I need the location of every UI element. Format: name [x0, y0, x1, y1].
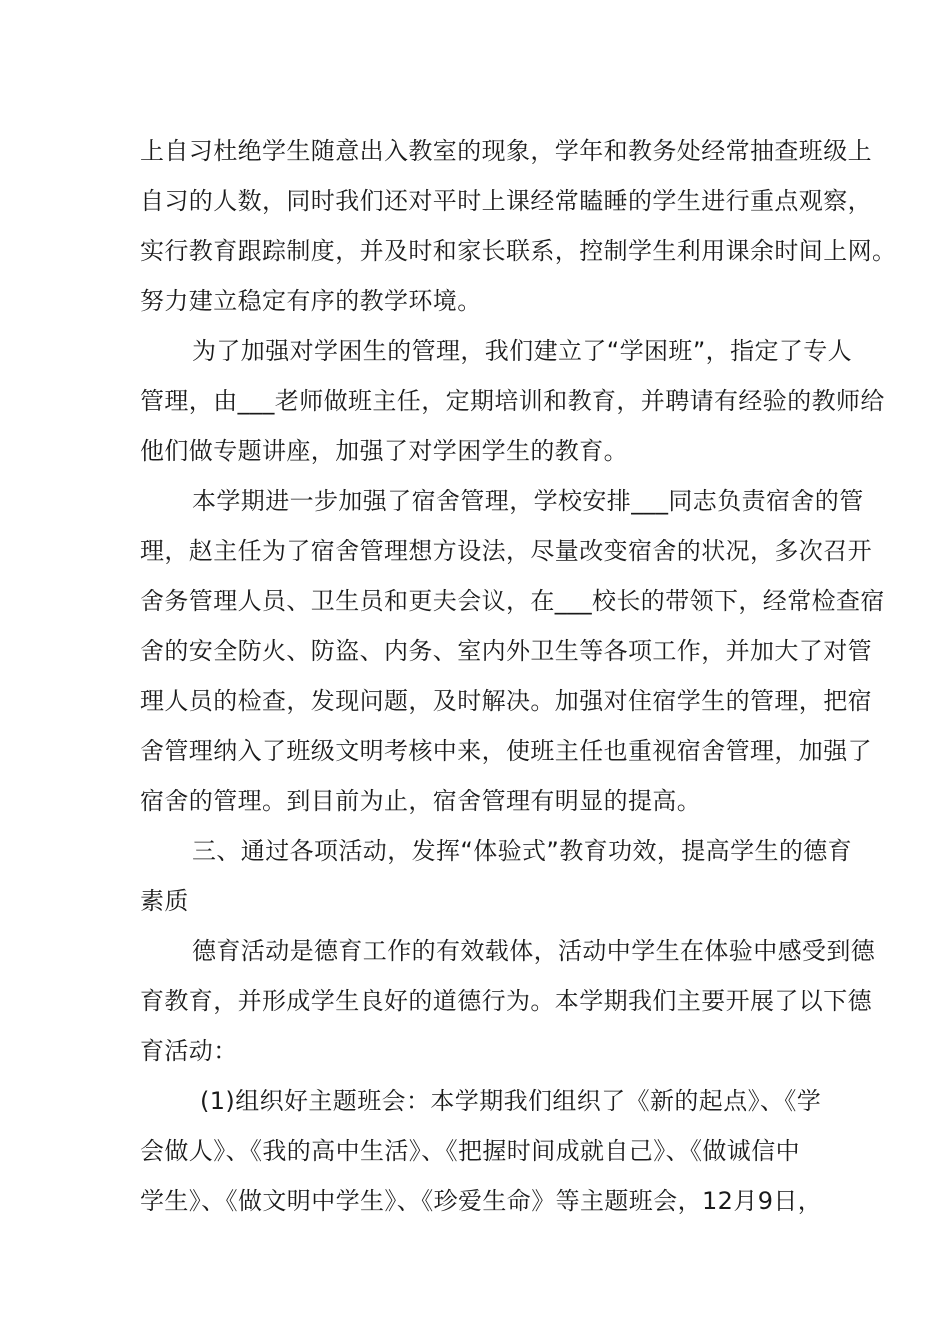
list-item-first-line: (1)组织好主题班会：本学期我们组织了《新的起点》、《学 [200, 1087, 822, 1115]
text-line: 实行教育跟踪制度，并及时和家长联系，控制学生利用课余时间上网。 [140, 237, 897, 265]
text-line: 自习的人数，同时我们还对平时上课经常瞌睡的学生进行重点观察， [140, 187, 872, 215]
text-line: 舍的安全防火、防盗、内务、室内外卫生等各项工作，并加大了对管 [140, 637, 872, 665]
text-line: 舍务管理人员、卫生员和更夫会议，在___校长的带领下，经常检查宿 [140, 587, 885, 615]
text-line: 学生》、《做文明中学生》、《珍爱生命》等主题班会，12月9日， [140, 1187, 823, 1215]
text-line: 理人员的检查，发现问题，及时解决。加强对住宿学生的管理，把宿 [140, 687, 872, 715]
text-line: 努力建立稳定有序的教学环境。 [140, 287, 482, 315]
text-line: 舍管理纳入了班级文明考核中来，使班主任也重视宿舍管理，加强了 [140, 737, 872, 765]
paragraph-first-line: 为了加强对学困生的管理，我们建立了“学困班”，指定了专人 [192, 337, 853, 365]
text-line: 理，赵主任为了宿舍管理想方设法，尽量改变宿舍的状况，多次召开 [140, 537, 872, 565]
paragraph-first-line: 德育活动是德育工作的有效载体，活动中学生在体验中感受到德 [192, 937, 876, 965]
text-line: 管理，由___老师做班主任，定期培训和教育，并聘请有经验的教师给 [140, 387, 885, 415]
section-heading-continued: 素质 [140, 887, 189, 915]
text-line: 会做人》、《我的高中生活》、《把握时间成就自己》、《做诚信中 [140, 1137, 800, 1165]
section-heading: 三、通过各项活动，发挥“体验式”教育功效，提高学生的德育 [192, 837, 853, 865]
text-line: 育教育，并形成学生良好的道德行为。本学期我们主要开展了以下德 [140, 987, 872, 1015]
text-line: 育活动： [140, 1037, 238, 1065]
text-line: 上自习杜绝学生随意出入教室的现象，学年和教务处经常抽查班级上 [140, 137, 872, 165]
text-line: 宿舍的管理。到目前为止，宿舍管理有明显的提高。 [140, 787, 702, 815]
paragraph-first-line: 本学期进一步加强了宿舍管理，学校安排___同志负责宿舍的管 [192, 487, 864, 515]
text-line: 他们做专题讲座，加强了对学困学生的教育。 [140, 437, 628, 465]
